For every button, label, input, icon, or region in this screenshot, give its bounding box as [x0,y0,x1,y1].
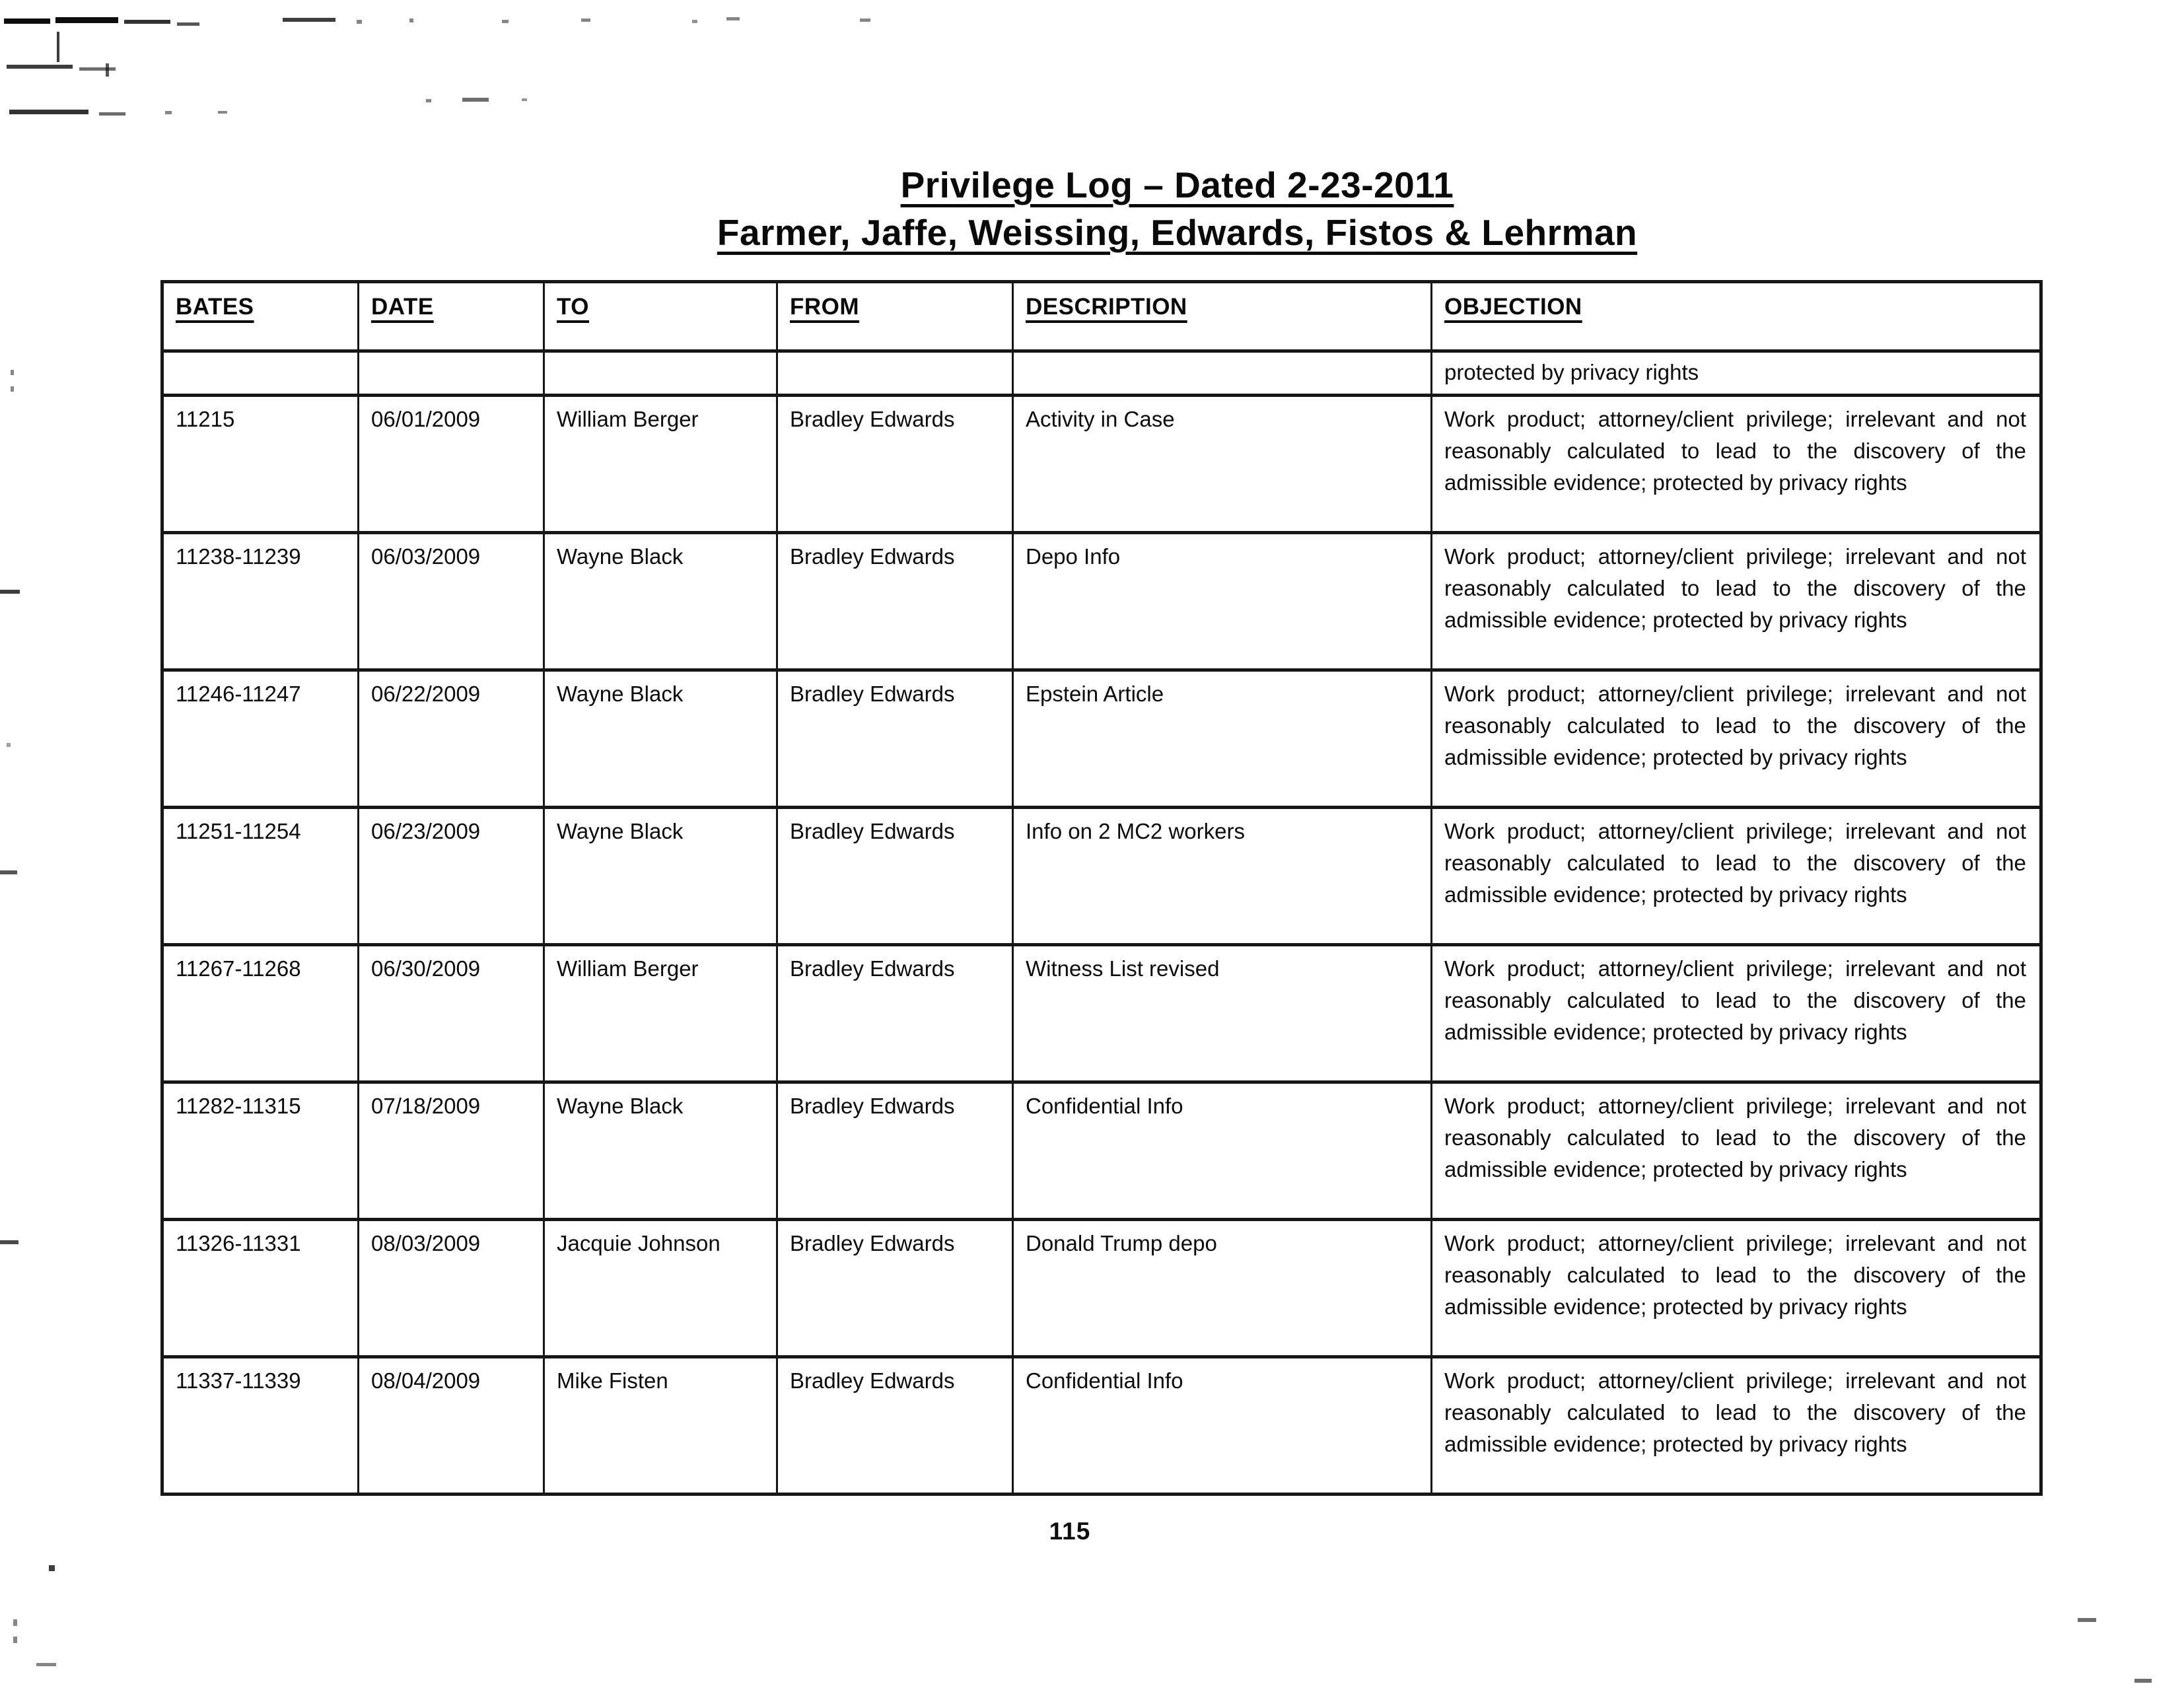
scan-artifact [357,20,362,24]
cell-from: Bradley Edwards [777,533,1013,670]
scan-artifact [409,18,413,22]
scan-artifact [426,99,431,102]
scan-artifact [13,1637,17,1643]
cell-from: Bradley Edwards [777,808,1013,945]
page-number: 115 [1049,1518,1091,1545]
scan-artifact [0,1240,18,1244]
cell-bates: 11282-11315 [162,1082,359,1220]
cell-bates: 11326-11331 [162,1220,359,1357]
cell-to: William Berger [544,396,777,533]
cell-date: 06/03/2009 [359,533,544,670]
cell-objection: Work product; attorney/client privilege; irrelevant and not reasonably calculated to lead to the discovery of the admissible evidence; protected by privacy rights [1432,1357,2041,1495]
cell-description: Confidential Info [1013,1357,1432,1495]
col-header-description: DESCRIPTION [1013,282,1432,351]
cell-to: Wayne Black [544,533,777,670]
scan-artifact [79,67,116,71]
scan-artifact [4,18,50,24]
cell-date: 08/04/2009 [359,1357,544,1495]
scan-artifact [0,590,20,594]
scan-artifact [0,870,17,874]
table-row [162,808,2041,945]
cell-objection: Work product; attorney/client privilege; irrelevant and not reasonably calculated to lead to the discovery of the admissible evidence; protected by privacy rights [1432,945,2041,1082]
scan-artifact [581,18,590,22]
cell-description: Epstein Article [1013,670,1432,808]
table-row [162,1082,2041,1220]
cell-bates: 11267-11268 [162,945,359,1082]
table-row [162,1357,2041,1495]
cell-objection: Work product; attorney/client privilege; irrelevant and not reasonably calculated to lead to the discovery of the admissible evidence; protected by privacy rights [1432,533,2041,670]
scan-artifact [9,110,88,114]
cell-description: Depo Info [1013,533,1432,670]
scan-artifact [7,743,11,747]
cell-from: Bradley Edwards [777,1357,1013,1495]
scan-artifact [11,370,14,375]
scan-artifact [692,20,697,23]
table-row [162,1220,2041,1357]
scan-artifact [177,22,199,26]
scan-artifact [502,20,509,23]
scan-artifact [2078,1618,2096,1622]
cell-description: Confidential Info [1013,1082,1432,1220]
cell-to: Wayne Black [544,670,777,808]
cell-from: Bradley Edwards [777,396,1013,533]
scan-artifact [860,18,870,22]
table-row [162,396,2041,533]
cell-objection: Work product; attorney/client privilege; irrelevant and not reasonably calculated to lead to the discovery of the admissible evidence; protected by privacy rights [1432,1082,2041,1220]
table-row-partial [162,351,2041,396]
col-header-objection: OBJECTION [1432,282,2041,351]
cell-from: Bradley Edwards [777,670,1013,808]
cell-objection: Work product; attorney/client privilege; irrelevant and not reasonably calculated to lead to the discovery of the admissible evidence; protected by privacy rights [1432,808,2041,945]
cell-description: Activity in Case [1013,396,1432,533]
cell-date: 06/01/2009 [359,396,544,533]
cell-from: Bradley Edwards [777,1220,1013,1357]
cell-to: Mike Fisten [544,1357,777,1495]
cell-objection: Work product; attorney/client privilege; irrelevant and not reasonably calculated to lead to the discovery of the admissible evidence; protected by privacy rights [1432,1220,2041,1357]
scan-artifact [165,111,172,114]
table-row [162,670,2041,808]
col-header-to: TO [544,282,777,351]
cell-description: Donald Trump depo [1013,1220,1432,1357]
table-header-row [162,282,2041,351]
scan-artifact [218,111,227,114]
cell-objection: Work product; attorney/client privilege; irrelevant and not reasonably calculated to lead to the discovery of the admissible evidence; protected by privacy rights [1432,670,2041,808]
scan-artifact [283,18,335,22]
scan-artifact [13,1619,17,1626]
scan-artifact [36,1663,56,1666]
scan-artifact [11,386,14,392]
scan-artifact [7,65,73,69]
cell-date: 08/03/2009 [359,1220,544,1357]
cell-to: Wayne Black [544,1082,777,1220]
scan-artifact [726,17,740,20]
scan-artifact [522,98,527,101]
cell-date: 06/30/2009 [359,945,544,1082]
cell-to: William Berger [544,945,777,1082]
cell-date: 07/18/2009 [359,1082,544,1220]
cell-bates: 11215 [162,396,359,533]
cell-from: Bradley Edwards [777,1082,1013,1220]
document-title: Privilege Log – Dated 2-23-2011 [900,164,1454,205]
scan-artifact [99,112,125,116]
cell-objection: Work product; attorney/client privilege; irrelevant and not reasonably calculated to lead to the discovery of the admissible evidence; protected by privacy rights [1432,396,2041,533]
cell-from-empty [777,351,1013,396]
cell-to-empty [544,351,777,396]
cell-objection: protected by privacy rights [1432,351,2041,396]
cell-date: 06/22/2009 [359,670,544,808]
table-row [162,533,2041,670]
col-header-date: DATE [359,282,544,351]
cell-description: Info on 2 MC2 workers [1013,808,1432,945]
document-subtitle: Farmer, Jaffe, Weissing, Edwards, Fistos & Lehrman [717,212,1638,253]
cell-bates: 11251-11254 [162,808,359,945]
cell-bates-empty [162,351,359,396]
cell-to: Wayne Black [544,808,777,945]
cell-bates: 11238-11239 [162,533,359,670]
table-row [162,945,2041,1082]
scan-artifact [49,1565,55,1571]
cell-bates: 11246-11247 [162,670,359,808]
table-body [162,351,2041,1495]
document-header [238,161,2117,256]
cell-description: Witness List revised [1013,945,1432,1082]
cell-date-empty [359,351,544,396]
col-header-from: FROM [777,282,1013,351]
col-header-bates: BATES [162,282,359,351]
scan-artifact [57,32,59,62]
cell-bates: 11337-11339 [162,1357,359,1495]
cell-description-empty [1013,351,1432,396]
privilege-log-table [160,280,2043,1496]
scan-artifact [55,17,118,23]
cell-date: 06/23/2009 [359,808,544,945]
cell-to: Jacquie Johnson [544,1220,777,1357]
cell-from: Bradley Edwards [777,945,1013,1082]
scan-artifact [462,98,489,102]
scan-artifact [124,20,170,24]
scan-artifact [2134,1679,2152,1683]
